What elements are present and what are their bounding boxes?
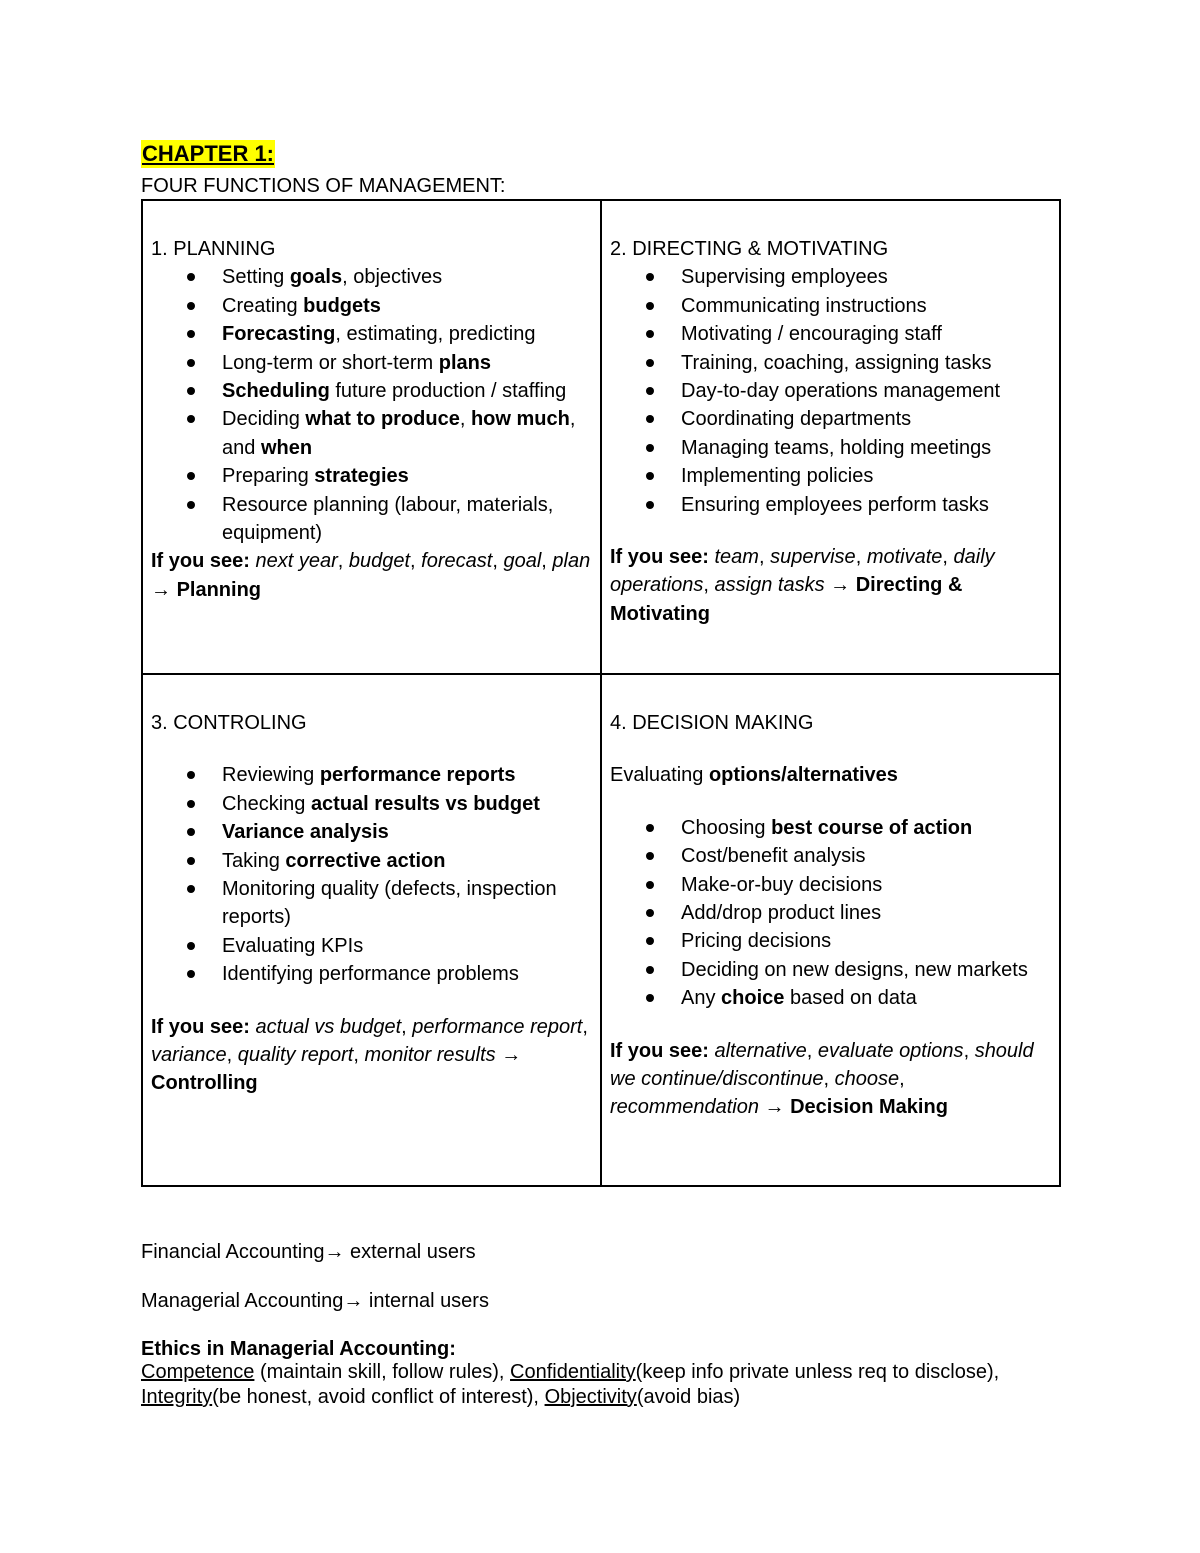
planning-cell: [142, 200, 601, 674]
spacer: [610, 1013, 1051, 1037]
list-item: Add/drop product lines: [610, 899, 1051, 927]
planning-title: 1. PLANNING: [151, 238, 276, 260]
directing-hint: If you see: team, supervise, motivate, daily operations, assign tasks → Directing & Motivating: [610, 546, 995, 625]
list-item: Resource planning (labour, materials, equipment): [151, 491, 592, 548]
ethics-heading: Ethics in Managerial Accounting:: [141, 1338, 456, 1360]
list-item: Deciding on new designs, new markets: [610, 956, 1051, 984]
list-item: Creating budgets: [151, 292, 592, 320]
list-item: Cost/benefit analysis: [610, 842, 1051, 870]
objectivity-term: Objectivity: [544, 1386, 637, 1408]
ethics-body: Competence (maintain skill, follow rules), Confidentiality(keep info private unless req to disclose), Integrity(be honest, avoid conflict of interest), Objectivity(avoid bias): [141, 1361, 1000, 1408]
controlling-cell: [142, 674, 601, 1186]
managerial-accounting-line: Managerial Accounting→ internal users: [141, 1290, 489, 1312]
chapter-title: CHAPTER 1:: [142, 141, 275, 166]
list-item: Variance analysis: [151, 818, 592, 846]
list-item: Reviewing performance reports: [151, 761, 592, 789]
controlling-list: [151, 761, 592, 988]
financial-accounting-line: Financial Accounting→ external users: [141, 1241, 476, 1263]
spacer: [151, 737, 592, 761]
list-item: Communicating instructions: [610, 292, 1051, 320]
list-item: Scheduling future production / staffing: [151, 377, 592, 405]
list-item: Deciding what to produce, how much, and when: [151, 405, 592, 462]
planning-hint: If you see: next year, budget, forecast, goal, plan → Planning: [151, 550, 591, 601]
list-item: Ensuring employees perform tasks: [610, 491, 1051, 519]
spacer: [151, 989, 592, 1013]
list-item: Training, coaching, assigning tasks: [610, 349, 1051, 377]
spacer: [610, 519, 1051, 543]
list-item: Checking actual results vs budget: [151, 790, 592, 818]
list-item: Any choice based on data: [610, 984, 1051, 1012]
integrity-term: Integrity: [141, 1386, 213, 1408]
list-item: Day-to-day operations management: [610, 377, 1051, 405]
management-functions-table: [141, 199, 1061, 1187]
decision-list: [610, 814, 1051, 1013]
list-item: Setting goals, objectives: [151, 263, 592, 291]
list-item: Coordinating departments: [610, 405, 1051, 433]
list-item: Supervising employees: [610, 263, 1051, 291]
controlling-hint: If you see: actual vs budget, performance report, variance, quality report, monitor results → Controlling: [151, 1015, 588, 1095]
list-item: Pricing decisions: [610, 927, 1051, 955]
decision-cell: [601, 674, 1060, 1186]
list-item: Implementing policies: [610, 462, 1051, 490]
directing-cell: [601, 200, 1060, 674]
list-item: Managing teams, holding meetings: [610, 434, 1051, 462]
list-item: Identifying performance problems: [151, 960, 592, 988]
confidentiality-term: Confidentiality: [510, 1361, 636, 1383]
competence-term: Competence: [141, 1361, 255, 1383]
section-subtitle: FOUR FUNCTIONS OF MANAGEMENT:: [141, 175, 506, 197]
spacer: [610, 790, 1051, 814]
decision-hint: If you see: alternative, evaluate options, should we continue/discontinue, choose, recommendation → Decision Making: [610, 1039, 1034, 1119]
list-item: Forecasting, estimating, predicting: [151, 320, 592, 348]
table-row: [142, 200, 1060, 674]
directing-list: [610, 263, 1051, 519]
list-item: Make-or-buy decisions: [610, 871, 1051, 899]
list-item: Choosing best course of action: [610, 814, 1051, 842]
list-item: Motivating / encouraging staff: [610, 320, 1051, 348]
planning-list: [151, 263, 592, 547]
list-item: Preparing strategies: [151, 462, 592, 490]
decision-title: 4. DECISION MAKING: [610, 712, 814, 734]
table-row: [142, 674, 1060, 1186]
directing-title: 2. DIRECTING & MOTIVATING: [610, 238, 889, 260]
decision-lead: Evaluating options/alternatives: [610, 764, 898, 787]
list-item: Monitoring quality (defects, inspection reports): [151, 875, 592, 932]
list-item: Taking corrective action: [151, 847, 592, 875]
spacer: [610, 737, 1051, 761]
controlling-title: 3. CONTROLING: [151, 712, 307, 734]
list-item: Evaluating KPIs: [151, 932, 592, 960]
list-item: Long-term or short-term plans: [151, 349, 592, 377]
